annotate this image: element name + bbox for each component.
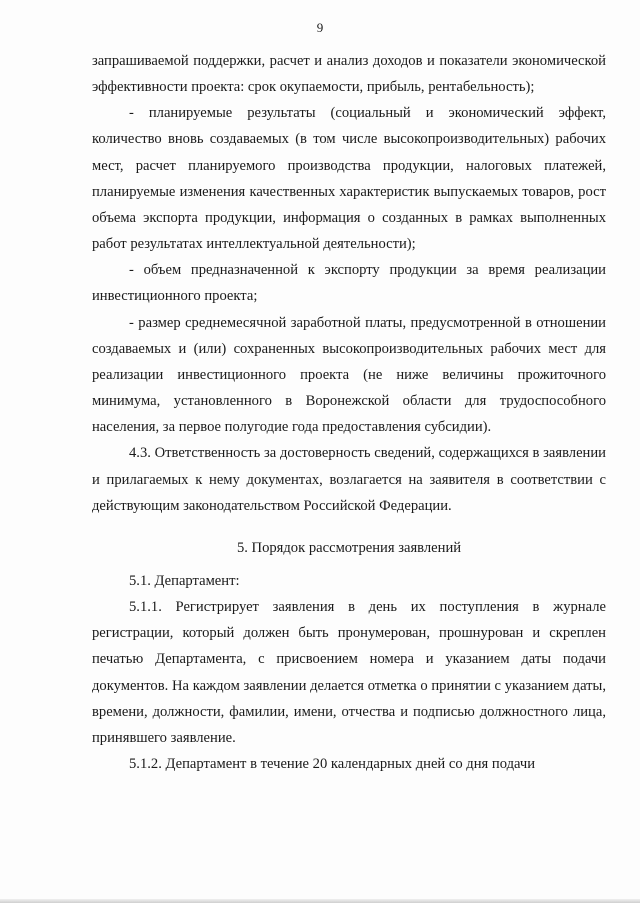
paragraph-planned-results: - планируемые результаты (социальный и экономический эффект, количество вновь создаваемых (в том числе высокопроизводительных) рабочих мест, расчет планируемого производства продукции, налоговых платежей, планируемые изменения качественных характеристик выпускаемых товаров, рост объема экспорта продукции, информация о созданных в рамках выполненных работ результатах интеллектуальной деятельности);: [92, 105, 606, 253]
paragraph-export-volume: - объем предназначенной к экспорту продукции за время реализации инвестиционного проекта;: [92, 262, 606, 305]
paragraph-average-salary: - размер среднемесячной заработной платы, предусмотренной в отношении создаваемых и (или) сохраненных высокопроизводительных рабочих мест для реализации инвестиционного проекта (не ниже величины прожиточного минимума, установленного в Воронежской области для трудоспособного населения, за первое полугодие года предоставления субсидии).: [92, 314, 606, 436]
paragraph-support-calculation: запрашиваемой поддержки, расчет и анализ доходов и показатели экономической эффективности проекта: срок окупаемости, прибыль, рентабельность);: [92, 53, 606, 96]
paragraph-registration: 5.1.1. Регистрирует заявления в день их поступления в журнале регистрации, который должен быть пронумерован, прошнурован и скреплен печатью Департамента, с присвоением номера и указанием даты подачи документов. На каждом заявлении делается отметка о принятии с указанием даты, времени, должности, фамилии, имени, отчества и подписью должностного лица, принявшего заявление.: [92, 599, 606, 746]
page-number: 9: [316, 20, 324, 35]
paragraph-department: 5.1. Департамент:: [129, 572, 240, 589]
paragraph-review-period: 5.1.2. Департамент в течение 20 календарных дней со дня подачи: [129, 756, 536, 773]
document-body: [92, 48, 606, 777]
scan-edge: [0, 899, 640, 903]
section-heading: 5. Порядок рассмотрения заявлений: [236, 539, 462, 556]
paragraph-responsibility: 4.3. Ответственность за достоверность сведений, содержащихся в заявлении и прилагаемых к нему документах, возлагается на заявителя в соответствии с действующим законодательством Российской Федерации.: [92, 445, 606, 514]
